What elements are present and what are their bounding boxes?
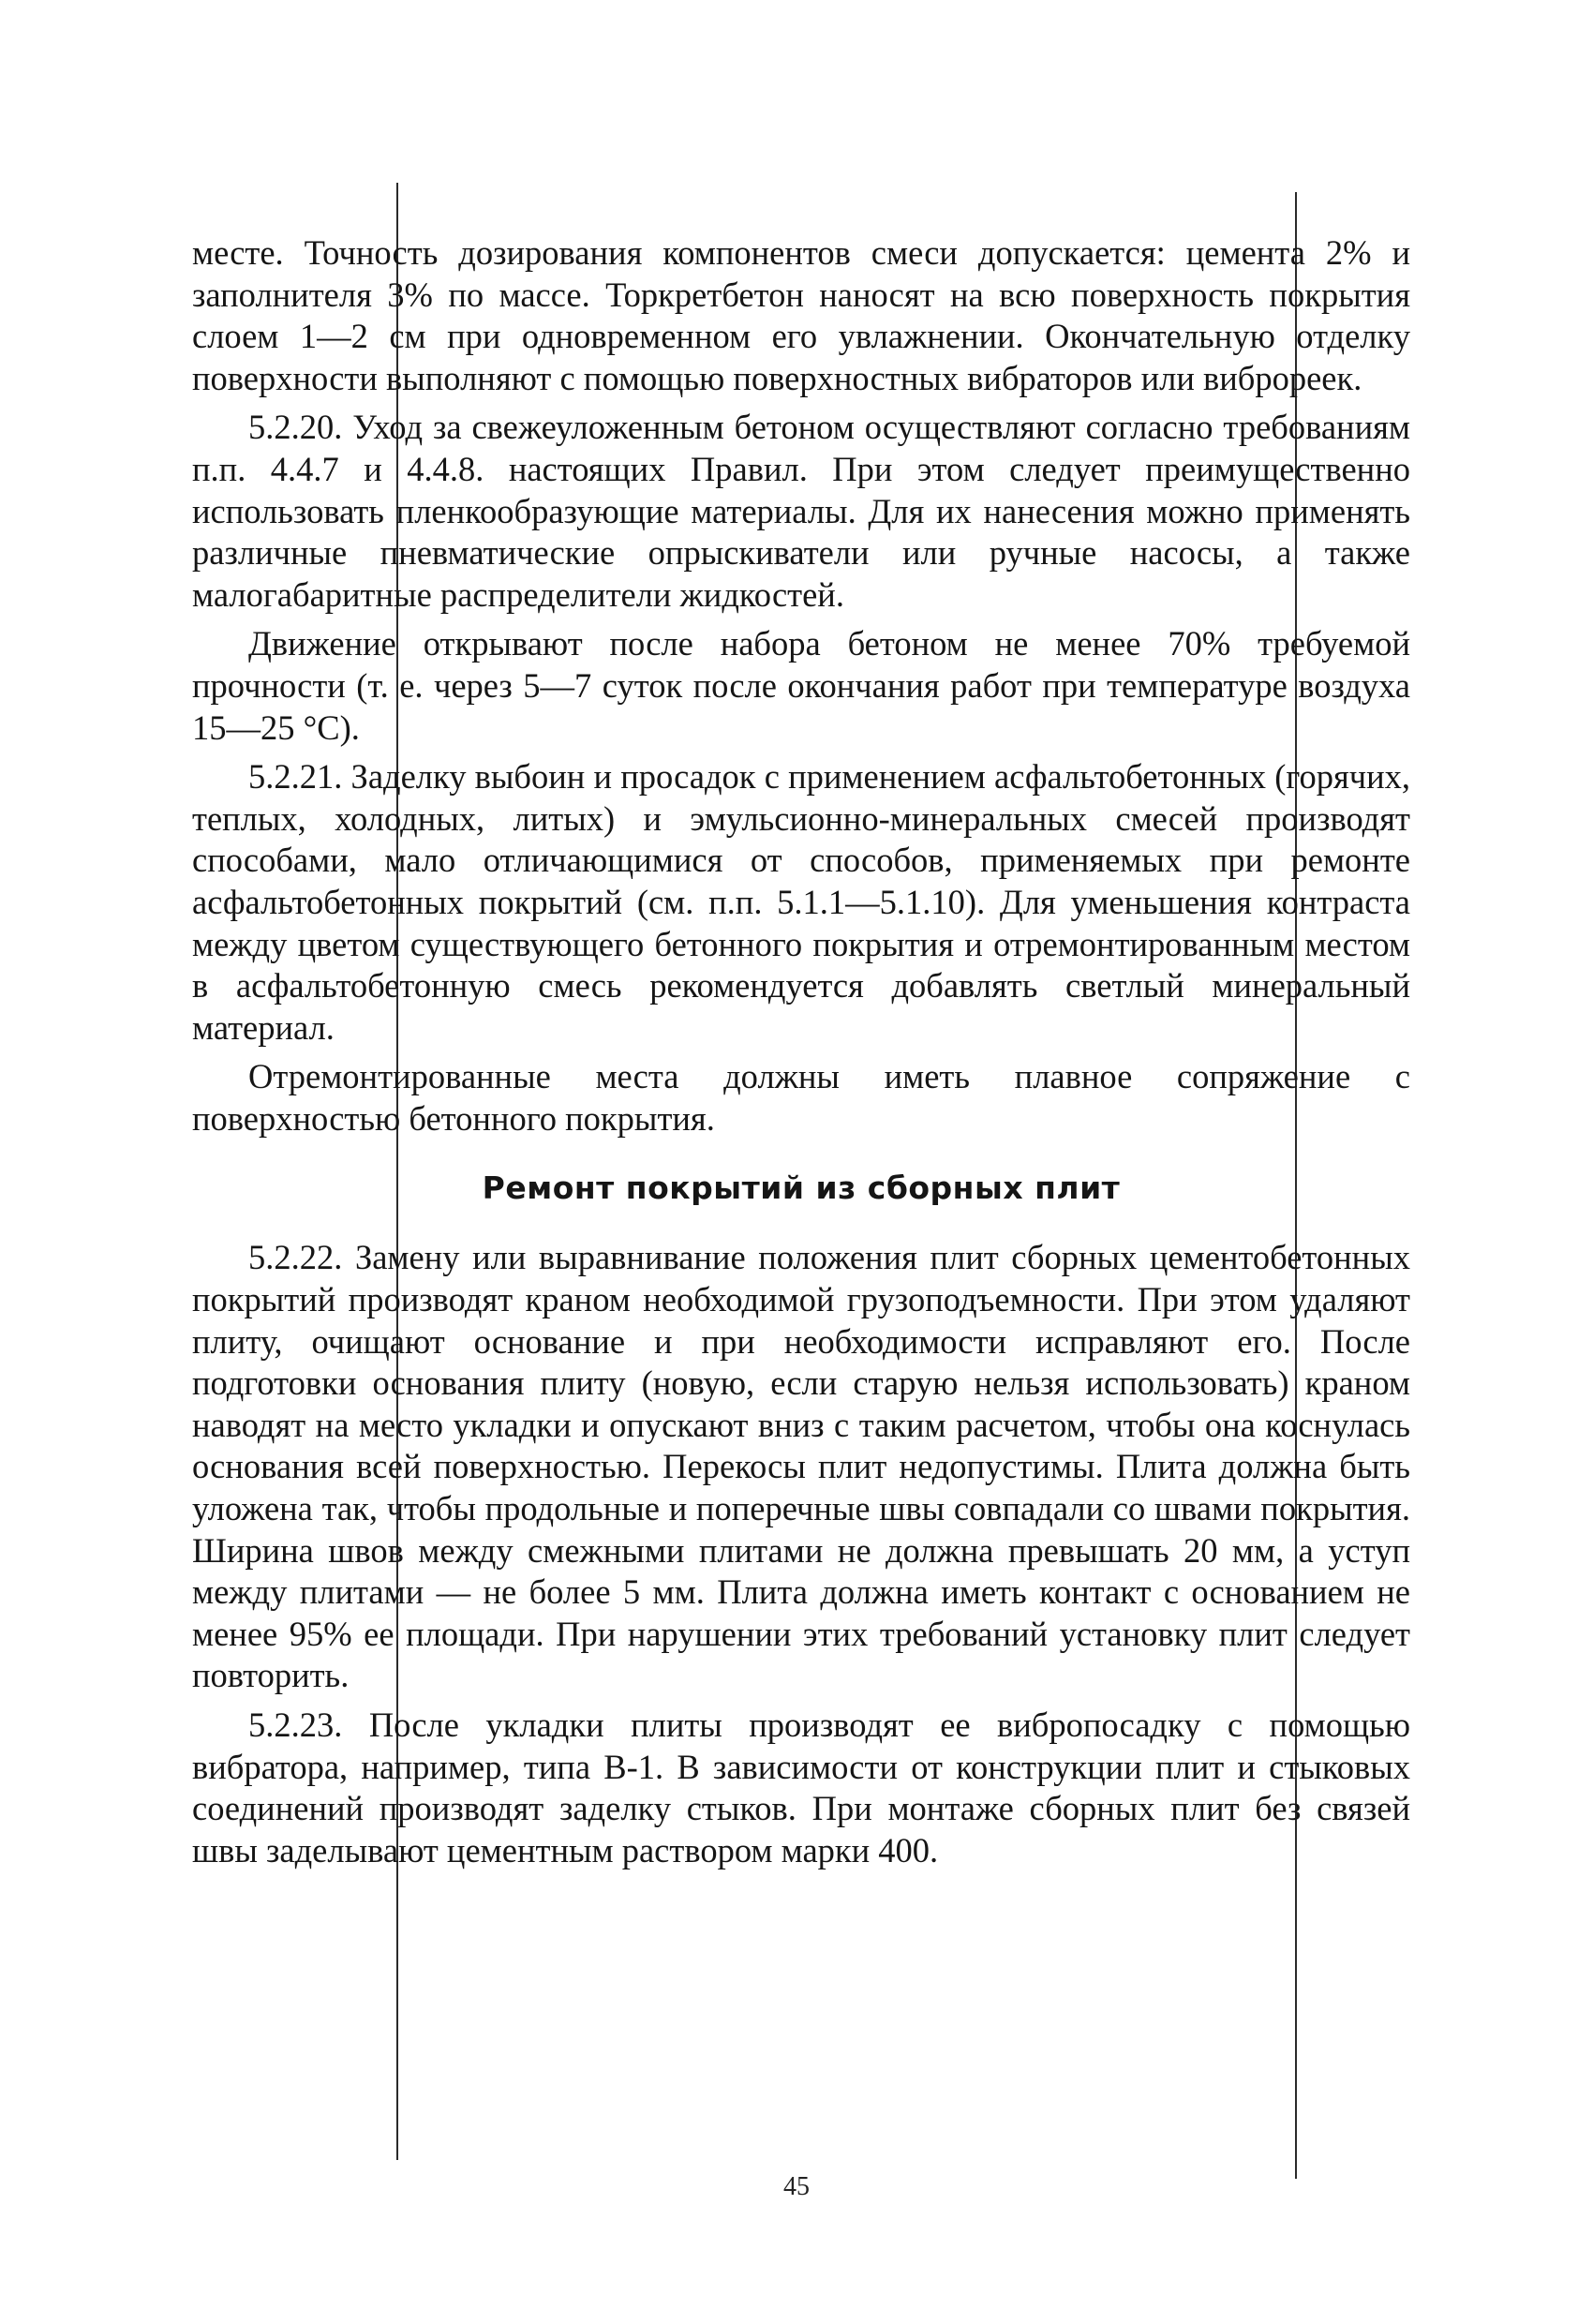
paragraph: 5.2.23. После укладки плиты производят ее вибропосадку с помощью вибратора, например, типа В-1. В зависимости от конструкции плит и стыковых соединений производят заделку стыков. При монтаже сборных плит без связей швы заделывают цементным раствором марки 400.	[192, 1706, 1410, 1870]
paragraph: месте. Точность дозирования компонентов смеси допускается: цемента 2% и заполнителя 3% по массе. Торкретбетон наносят на всю поверхность покрытия слоем 1—2 см при одновременном его увлажнении. Окончательную отделку поверхности выполняют с помощью поверхностных вибраторов или виброреек.	[192, 233, 1410, 397]
section-heading: Ремонт покрытий из сборных плит	[482, 1169, 1121, 1207]
paragraph: 5.2.20. Уход за свежеуложенным бетоном осуществляют согласно требованиям п.п. 4.4.7 и 4.4.8. настоящих Правил. При этом следует преимущественно использовать пленкообразующие материалы. Для их нанесения можно применять различные пневматические опрыскиватели или ручные насосы, а также малогабаритные распределители жидкостей.	[192, 408, 1410, 614]
body-text	[192, 232, 1410, 1871]
page-number: 45	[783, 2172, 810, 2201]
paragraph: Движение открывают после набора бетоном не менее 70% требуемой прочности (т. е. через 5—7 суток после окончания работ при температуре воздуха 15—25 °С).	[192, 624, 1410, 747]
paragraph: 5.2.21. Заделку выбоин и просадок с применением асфальтобетонных (горячих, теплых, холодных, литых) и эмульсионно-минеральных смесей производят способами, мало отличающимися от способов, применяемых при ремонте асфальтобетонных покрытий (см. п.п. 5.1.1—5.1.10). Для уменьшения контраста между цветом существующего бетонного покрытия и отремонтированным местом в асфальтобетонную смесь рекомендуется добавлять светлый минеральный материал.	[192, 757, 1410, 1047]
paragraph: Отремонтированные места должны иметь плавное сопряжение с поверхностью бетонного покрытия.	[192, 1057, 1410, 1138]
paragraph: 5.2.22. Замену или выравнивание положения плит сборных цементобетонных покрытий производят краном необходимой грузоподъемности. При этом удаляют плиту, очищают основание и при необходимости исправляют его. После подготовки основания плиту (новую, если старую нельзя использовать) краном наводят на место укладки и опускают вниз с таким расчетом, чтобы она коснулась основания всей поверхностью. Перекосы плит недопустимы. Плита должна быть уложена так, чтобы продольные и поперечные швы совпадали со швами покрытия. Ширина швов между смежными плитами не должна превышать 20 мм, а уступ между плитами — не более 5 мм. Плита должна иметь контакт с основанием не менее 95% ее площади. При нарушении этих требований установку плит следует повторить.	[192, 1238, 1410, 1695]
